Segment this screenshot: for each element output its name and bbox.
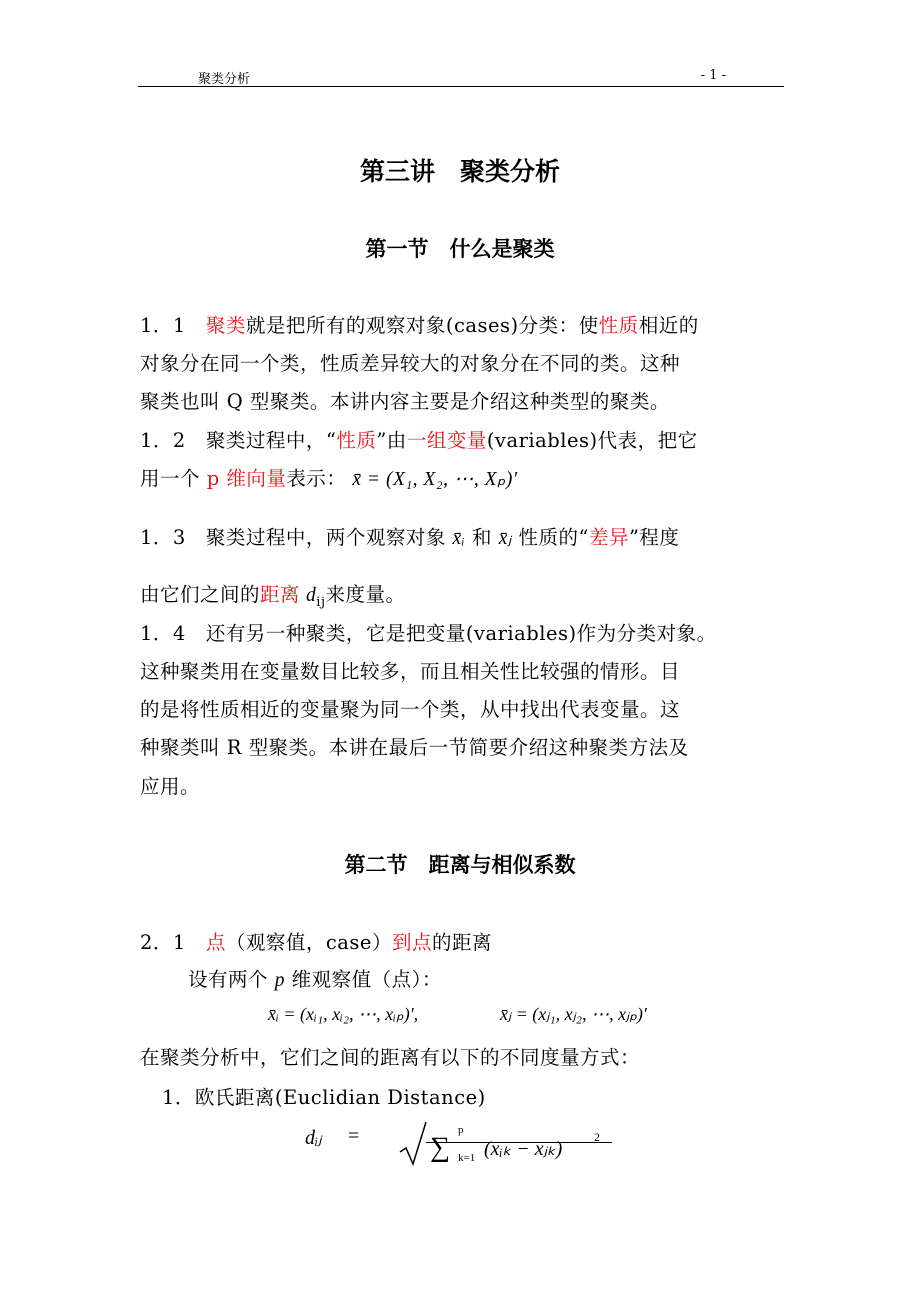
distance-subscript: ij — [316, 594, 326, 610]
text: 设有两个 — [188, 968, 275, 991]
document-title: 第三讲 聚类分析 — [359, 157, 560, 186]
points-intro — [188, 964, 442, 992]
para-1-1-line-1 — [140, 310, 699, 338]
highlight-term: 聚类 — [205, 314, 246, 337]
highlight-term: 点 — [205, 931, 226, 954]
para-1-4-line-4: 种聚类叫 R 型聚类。本讲在最后一节简要介绍这种聚类方法及 — [140, 736, 689, 759]
para-number: 2．1 — [140, 931, 206, 954]
summation-symbol: ∑ — [430, 1132, 450, 1163]
para-number: 1．4 — [140, 622, 206, 645]
page-number: - 1 - — [700, 68, 726, 83]
para-number: 1．3 — [140, 526, 206, 549]
text: 聚类过程中，“ — [205, 429, 337, 452]
highlight-term: 距离 — [260, 583, 301, 606]
para-number: 1．2 — [140, 429, 206, 452]
method-1-title: 1．欧氏距离(Euclidian Distance) — [162, 1086, 486, 1109]
para-1-3-line-2 — [140, 579, 406, 610]
text: ”程度 — [628, 526, 680, 549]
formula-lhs: dᵢⱼ — [305, 1127, 322, 1149]
text: 性质的“ — [511, 526, 589, 549]
para-1-4-line-1 — [140, 618, 717, 646]
para-1-3-line-1 — [140, 522, 679, 550]
para-1-4-line-3: 的是将性质相近的变量聚为同一个类，从中找出代表变量。这 — [140, 698, 681, 721]
para-1-4-line-2: 这种聚类用在变量数目比较多，而且相关性比较强的情形。目 — [140, 660, 681, 683]
para-number: 1．1 — [140, 314, 206, 337]
text: 维观察值（点）： — [284, 968, 442, 991]
vector-formula: x̄ = (X₁, X₂, ⋯, Xₚ)′ — [352, 469, 518, 490]
text: 表示： — [286, 467, 347, 490]
header-title: 聚类分析 — [198, 72, 251, 87]
xj-symbol: x̄ⱼ — [498, 528, 512, 549]
highlight-term: p 维向量 — [206, 467, 287, 490]
text: 聚类过程中，两个观察对象 — [205, 526, 453, 549]
sqrt-sign-icon — [398, 1120, 428, 1166]
sum-upper-limit: p — [458, 1124, 464, 1136]
sum-lower-limit: k=1 — [458, 1152, 476, 1164]
text: 就是把所有的观察对象(cases)分类：使 — [245, 314, 599, 337]
distance-symbol: d — [306, 585, 317, 606]
para-1-2-line-2 — [140, 463, 518, 491]
para-2-1-line-1 — [140, 927, 492, 955]
text: 相近的 — [638, 314, 699, 337]
text: 和 — [465, 526, 499, 549]
p-symbol: p — [274, 970, 285, 991]
para-1-1-line-3: 聚类也叫 Q 型聚类。本讲内容主要是介绍这种类型的聚类。 — [140, 390, 670, 413]
highlight-term: 性质 — [598, 314, 639, 337]
point-j-formula: x̄ⱼ = (xⱼ₁, xⱼ₂, ⋯, xⱼₚ)′ — [500, 1004, 647, 1024]
methods-intro: 在聚类分析中，它们之间的距离有以下的不同度量方式： — [140, 1046, 641, 1069]
para-1-4-line-5: 应用。 — [140, 775, 201, 798]
formula-body: (xᵢₖ − xⱼₖ) — [484, 1138, 563, 1160]
text: 用一个 — [140, 467, 207, 490]
text: (variables)代表，把它 — [486, 429, 698, 452]
text: 的距离 — [431, 931, 492, 954]
point-i-formula: x̄ᵢ = (xᵢ₁, xᵢ₂, ⋯, xᵢₚ)′, — [268, 1004, 419, 1024]
section-1-title: 第一节 什么是聚类 — [365, 237, 555, 261]
text: 来度量。 — [325, 583, 406, 606]
text: （观察值，case） — [225, 931, 392, 954]
xi-symbol: x̄ᵢ — [452, 528, 466, 549]
highlight-term: 到点 — [391, 931, 432, 954]
section-2-title: 第二节 距离与相似系数 — [344, 853, 576, 877]
highlight-term: 差异 — [588, 526, 629, 549]
formula-equals: = — [348, 1125, 360, 1147]
para-1-2-line-1 — [140, 425, 698, 453]
header-rule — [138, 60, 784, 87]
text: 还有另一种聚类，它是把变量(variables)作为分类对象。 — [205, 622, 717, 645]
highlight-term: 一组变量 — [406, 429, 487, 452]
highlight-term: 性质 — [336, 429, 377, 452]
text: 由它们之间的 — [140, 583, 261, 606]
para-1-1-line-2: 对象分在同一个类，性质差异较大的对象分在不同的类。这种 — [140, 352, 681, 375]
formula-power: 2 — [594, 1130, 600, 1144]
text: ”由 — [376, 429, 407, 452]
